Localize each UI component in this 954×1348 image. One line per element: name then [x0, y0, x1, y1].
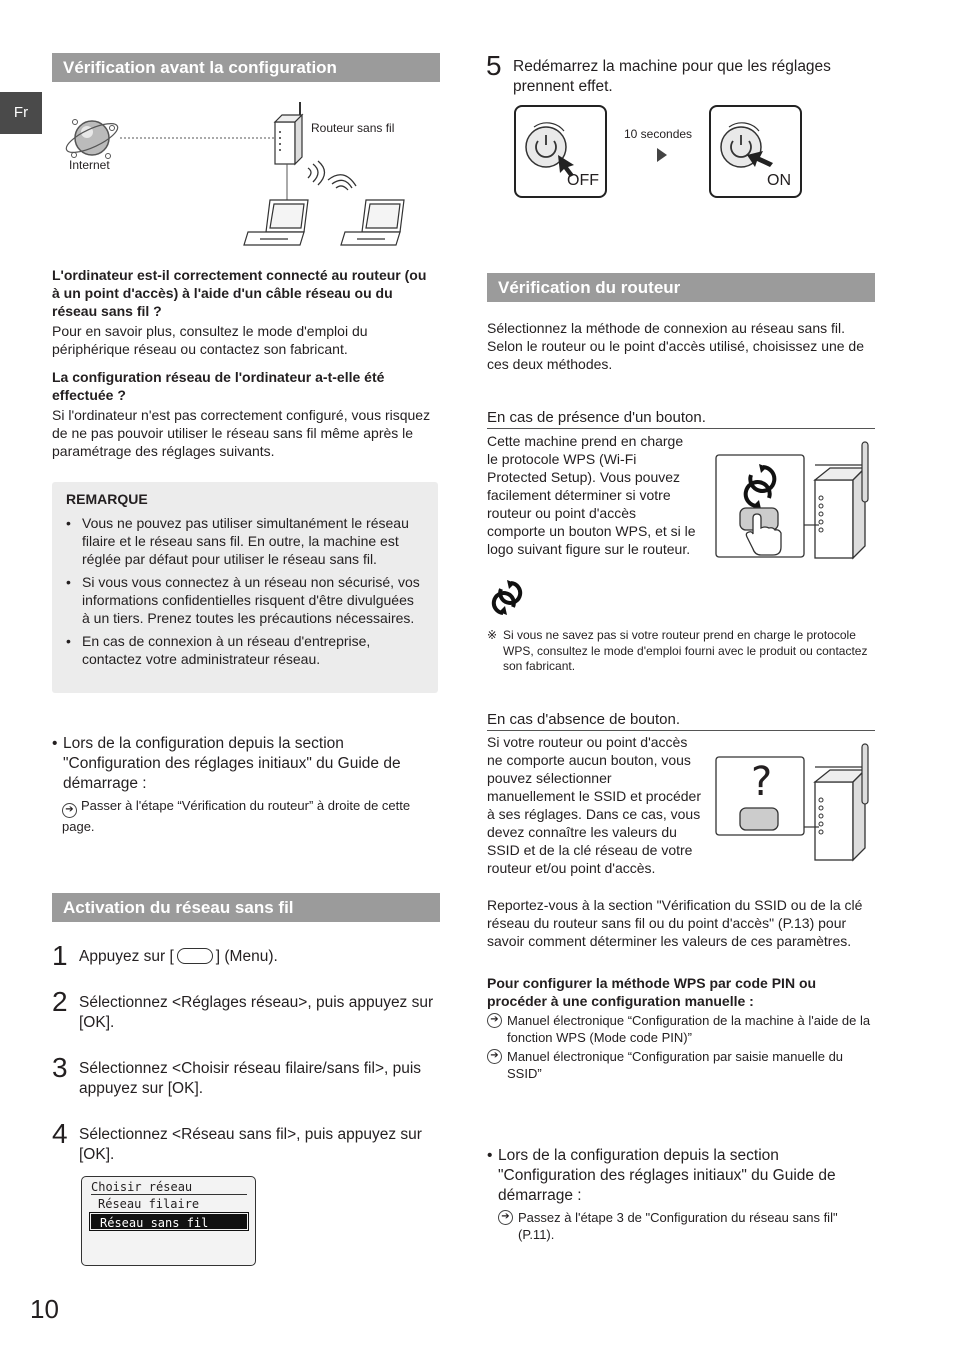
step-1-text — [79, 947, 439, 967]
wps-footnote — [487, 628, 877, 675]
off-label: OFF — [567, 172, 599, 189]
wps-router-illustration — [715, 440, 875, 570]
wait-label: 10 secondes — [624, 127, 693, 141]
step-3-text: Sélectionnez <Choisir réseau filaire/sans fil>, puis appuyez sur [OK]. — [79, 1060, 422, 1097]
case-button-heading: En cas de présence d'un bouton. — [487, 409, 706, 426]
divider — [487, 428, 875, 429]
note-list — [66, 514, 424, 668]
lcd-option-wireless-selected: Réseau sans fil — [91, 1214, 247, 1229]
section-heading-activation: Activation du réseau sans fil — [52, 893, 440, 922]
manual-ref-1-text: Manuel électronique “Configuration de la machine à l'aide de la fonction WPS (Mode code PIN)” — [507, 1013, 871, 1045]
manual-ref-1 — [487, 1012, 877, 1046]
step-number: 3 — [52, 1052, 68, 1083]
pin-config-heading: Pour configurer la méthode WPS par code PIN ou procéder à une configuration manuelle : — [487, 975, 817, 1009]
question-mark-icon: ? — [751, 759, 773, 805]
note-item: • Si vous vous connectez à un réseau non sécurisé, vos informations confidentielles risquent d'être divulguées à un tiers. Prenez toutes les précautions nécessaires. — [66, 573, 424, 627]
arrow-right-circle-icon: ➔ — [498, 1210, 513, 1225]
left-bullet-ref-text: Passer à l'étape “Vérification du routeur” à droite de cette page. — [62, 798, 411, 834]
no-button-router-illustration — [715, 742, 875, 862]
question-config: La configuration réseau de l'ordinateur a-t-elle été effectuée ? — [52, 369, 385, 403]
on-label: ON — [767, 172, 791, 189]
footnote-mark: ※ — [487, 628, 498, 642]
lcd-title: Choisir réseau — [91, 1180, 247, 1195]
arrow-right-circle-icon: ➔ — [62, 803, 77, 818]
wps-logo-icon — [487, 577, 527, 617]
wps-footnote-text: Si vous ne savez pas si votre routeur prend en charge le protocole WPS, consultez le mode d'emploi fourni avec le produit ou contactez son fabricant. — [503, 628, 868, 673]
case-no-button-heading: En cas d'absence de bouton. — [487, 711, 681, 728]
internet-globe-icon — [63, 118, 121, 158]
left-bullet-text: Lors de la configuration depuis la section "Configuration des réglages initiaux" du Guide de démarrage : — [63, 735, 401, 792]
arrow-right-circle-icon: ➔ — [487, 1013, 502, 1028]
power-off-illustration — [514, 105, 607, 198]
lcd-display — [81, 1176, 256, 1266]
left-bullet: • Lors de la configuration depuis la section "Configuration des réglages initiaux" du Guide de démarrage : — [52, 734, 437, 794]
left-bullet-ref — [62, 797, 437, 835]
step-4-text: Sélectionnez <Réseau sans fil>, puis appuyez sur [OK]. — [79, 1126, 422, 1163]
power-on-illustration — [709, 105, 802, 198]
step-1-text-after: ] (Menu). — [215, 948, 278, 965]
case-button-text: Cette machine prend en charge le protocole WPS (Wi-Fi Protected Setup). Vous pouvez facilement déterminer si votre routeur ou point d'accès comporte un bouton WPS, et si le logo suivant figure sur le routeur. — [487, 433, 696, 557]
section-heading-verification: Vérification avant la configuration — [52, 53, 440, 82]
right-bullet: • Lors de la configuration depuis la section "Configuration des réglages initiaux" du Guide de démarrage : — [487, 1146, 872, 1206]
section-heading-router: Vérification du routeur — [487, 273, 875, 302]
step-number: 4 — [52, 1118, 68, 1149]
laptop-wired-icon — [244, 200, 308, 245]
router-intro: Sélectionnez la méthode de connexion au réseau sans fil. Selon le routeur ou le point d'accès utilisé, choisissez une de ces deux méthodes. — [487, 320, 865, 372]
right-bullet-ref — [498, 1209, 873, 1243]
step-5-text: Redémarrez la machine pour que les réglages prennent effet. — [513, 58, 831, 95]
case-no-button-text: Si votre routeur ou point d'accès ne comporte aucun bouton, vous pouvez sélectionner manuellement le SSID et procéder à ses réglages. Dans ce cas, vous devez connaître les valeurs du SSID et de la clé réseau de votre routeur et/ou point d'accès. — [487, 734, 701, 876]
answer-config: Si l'ordinateur n'est pas correctement configuré, vous risquez de ne pas pouvoir utiliser le réseau sans fil même après le paramétrage des réglages suivants. — [52, 407, 431, 459]
arrow-right-icon — [657, 148, 667, 162]
note-item: • En cas de connexion à un réseau d'entreprise, contactez votre administrateur réseau. — [66, 632, 424, 668]
right-bullet-text: Lors de la configuration depuis la section "Configuration des réglages initiaux" du Guide de démarrage : — [498, 1147, 836, 1204]
language-tab: Fr — [0, 92, 42, 134]
step-number: 1 — [52, 940, 68, 971]
right-bullet-ref-text: Passez à l'étape 3 de "Configuration du réseau sans fil" (P.11). — [518, 1210, 838, 1242]
step-number: 5 — [486, 50, 502, 81]
note-item: • Vous ne pouvez pas utiliser simultanément le réseau filaire et le réseau sans fil. En outre, la machine est réglée par défaut pour utiliser le réseau sans fil. — [66, 514, 424, 568]
step-1-text-before: Appuyez sur [ — [79, 948, 174, 965]
router-label: Routeur sans fil — [311, 121, 395, 135]
note-box — [52, 482, 438, 693]
internet-label: Internet — [69, 158, 110, 172]
divider — [487, 730, 875, 731]
manual-ref-2-text: Manuel électronique “Configuration par saisie manuelle du SSID” — [507, 1049, 844, 1081]
manual-ref-2 — [487, 1048, 877, 1082]
case-no-button-text2: Reportez-vous à la section "Vérification du SSID ou de la clé réseau du routeur sans fil ou du point d'accès" (P.13) pour savoir comment déterminer les valeurs de ces paramètres. — [487, 897, 863, 949]
step-2-text: Sélectionnez <Réglages réseau>, puis appuyez sur [OK]. — [79, 994, 434, 1031]
question-connection: L'ordinateur est-il correctement connecté au routeur (ou à un point d'accès) à l'aide d'un câble réseau ou du réseau sans fil ? — [52, 267, 427, 319]
step-number: 2 — [52, 986, 68, 1017]
menu-key-icon — [177, 948, 213, 964]
arrow-right-circle-icon: ➔ — [487, 1049, 502, 1064]
note-title: REMARQUE — [66, 491, 148, 507]
answer-connection: Pour en savoir plus, consultez le mode d'emploi du périphérique réseau ou contactez son fabricant. — [52, 323, 368, 357]
page-number: 10 — [30, 1294, 59, 1324]
wireless-router-icon — [275, 102, 302, 164]
lcd-option-wired: Réseau filaire — [98, 1197, 200, 1211]
laptop-wireless-icon — [341, 200, 404, 245]
